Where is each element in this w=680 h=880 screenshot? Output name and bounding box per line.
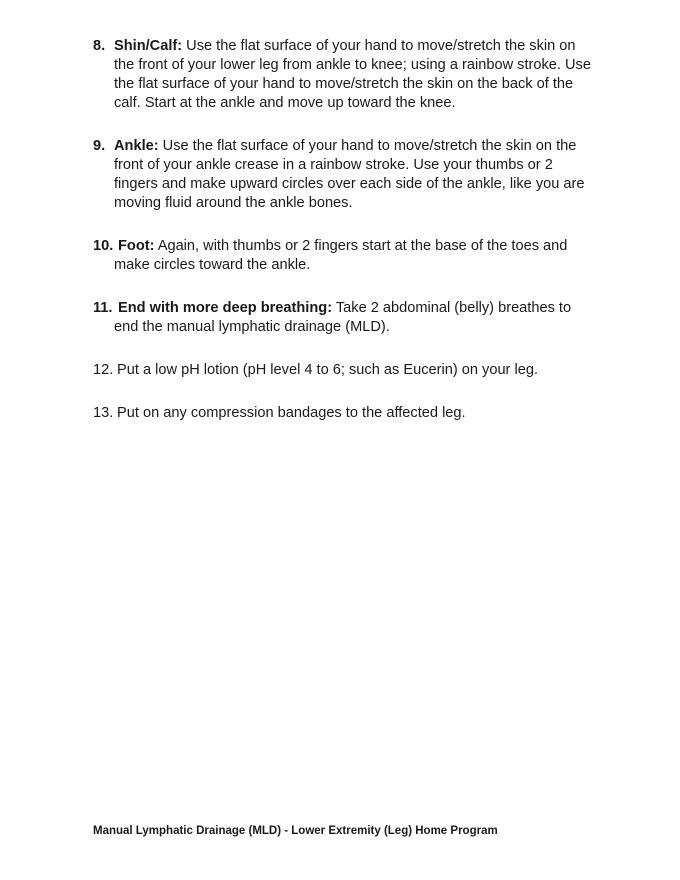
step-number: 10. xyxy=(93,238,114,254)
step-11 xyxy=(93,299,593,337)
step-10 xyxy=(93,237,593,275)
step-text: Take 2 abdominal (belly) breathes to end the manual lymphatic drainage (MLD). xyxy=(114,300,572,335)
step-text: Put on any compression bandages to the affected leg. xyxy=(117,405,466,421)
step-text: Use the flat surface of your hand to move/stretch the skin on the front of your ankle crease in a rainbow stroke. Use your thumbs or 2 fingers and make upward circles over each side of the ankle, like you are moving fluid around the ankle bones. xyxy=(114,138,585,211)
page-footer: Manual Lymphatic Drainage (MLD) - Lower Extremity (Leg) Home Program xyxy=(93,825,498,837)
step-number: 9. xyxy=(93,138,106,154)
step-8 xyxy=(93,37,593,113)
step-number: 11. xyxy=(93,300,113,316)
step-text: Use the flat surface of your hand to move/stretch the skin on the front of your lower leg from ankle to knee; using a rainbow stroke. Use the flat surface of your hand to move/stretch the skin on the back of the calf. Start at the ankle and move up toward the knee. xyxy=(114,38,591,111)
step-number: 13. xyxy=(93,405,114,421)
step-text: Put a low pH lotion (pH level 4 to 6; such as Eucerin) on your leg. xyxy=(117,362,539,378)
step-title: Foot: xyxy=(118,238,155,254)
step-text: Again, with thumbs or 2 fingers start at the base of the toes and make circles toward the ankle. xyxy=(114,238,568,273)
instruction-list xyxy=(93,37,593,447)
step-title: End with more deep breathing: xyxy=(118,300,333,316)
step-9 xyxy=(93,137,593,213)
step-12 xyxy=(93,361,593,380)
step-13 xyxy=(93,404,593,423)
step-title: Ankle: xyxy=(114,138,159,154)
step-number: 12. xyxy=(93,362,114,378)
step-number: 8. xyxy=(93,38,106,54)
step-title: Shin/Calf: xyxy=(114,38,183,54)
